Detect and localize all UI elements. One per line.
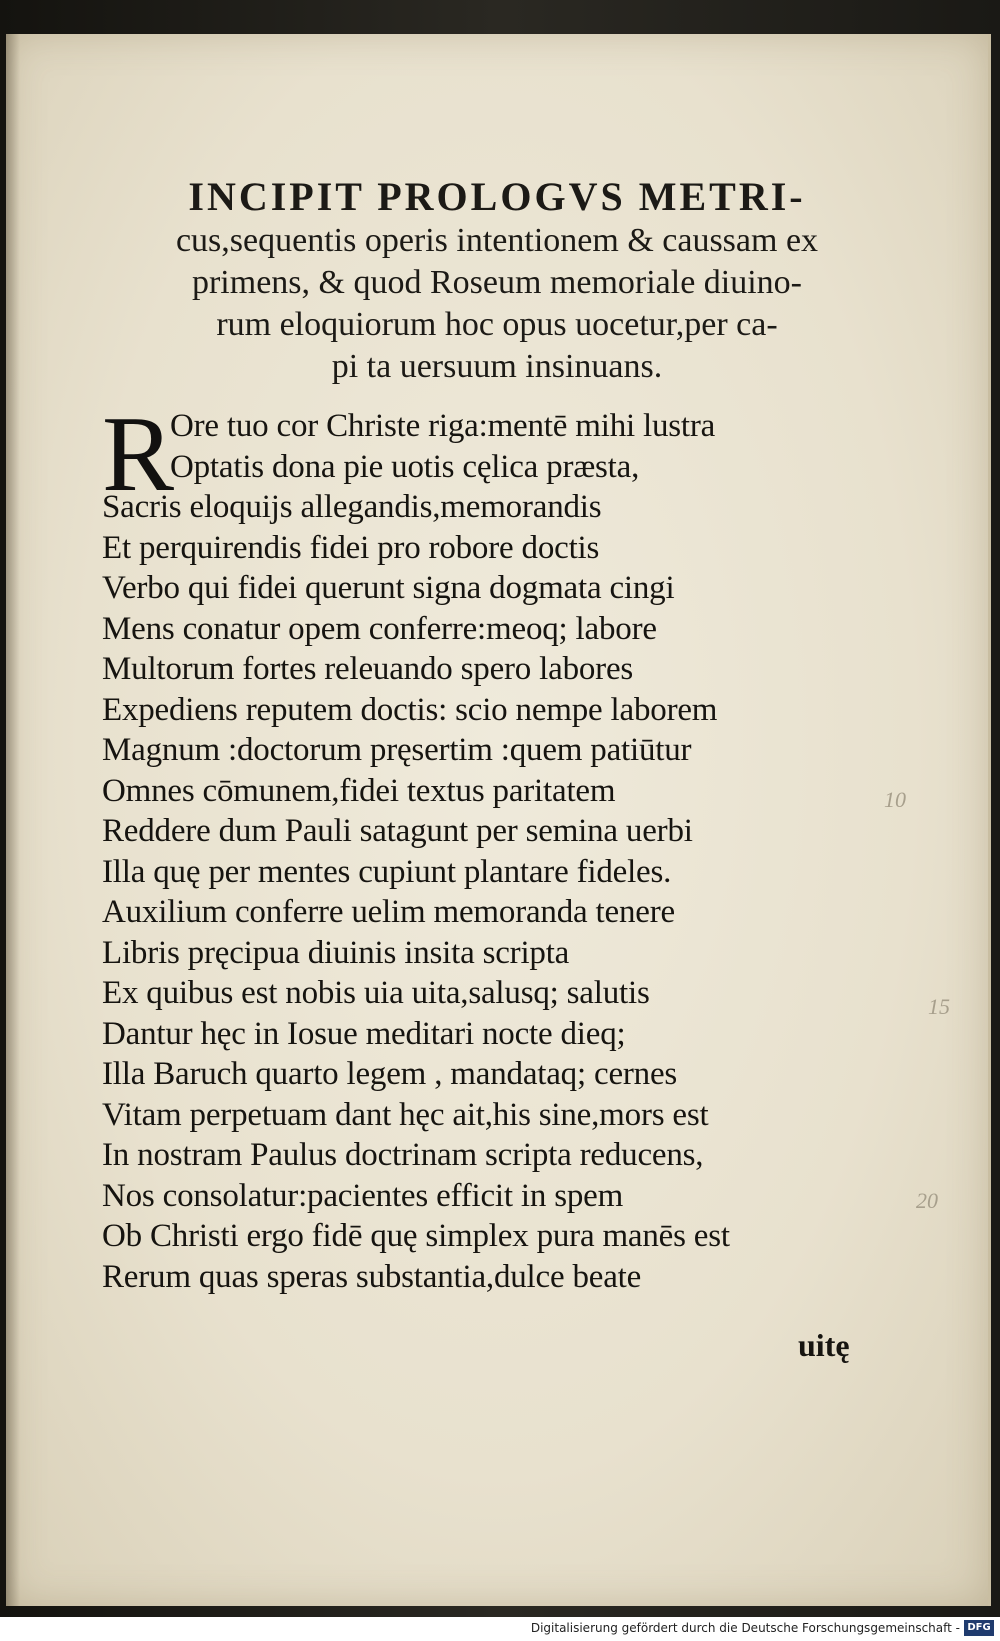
footer-strip <box>0 1617 1000 1641</box>
book-page <box>6 34 991 1606</box>
verse-line: Sacris eloquijs allegandis,memorandis <box>102 489 602 525</box>
verse-line: Magnum :doctorum pręsertim :quem patiūtur <box>102 732 692 768</box>
verse-line: In nostram Paulus doctrinam scripta reducens, <box>102 1137 704 1173</box>
verse-line: Ex quibus est nobis uia uita,salusq; salutis <box>102 975 650 1011</box>
funding-credit: Digitalisierung gefördert durch die Deutsche Forschungsgemeinschaft - <box>530 1621 960 1635</box>
verse-line: Ore tuo cor Christe riga:mentē mihi lustra <box>170 408 716 444</box>
catchword: uitę <box>798 1327 850 1363</box>
margin-line-number: 15 <box>928 994 950 1019</box>
margin-line-number: 10 <box>884 787 906 812</box>
verse-line: Et perquirendis fidei pro robore doctis <box>102 529 600 566</box>
verse-line: Optatis dona pie uotis cęlica præsta, <box>170 448 640 485</box>
verse-line: Ob Christi ergo fidē quę simplex pura manēs est <box>102 1218 730 1254</box>
verse-line: Nos consolatur:pacientes efficit in spem <box>102 1177 624 1214</box>
dfg-logo: DFG <box>964 1620 994 1636</box>
verse-line: Illa Baruch quarto legem , mandataq; cernes <box>102 1056 678 1092</box>
verse-line: Verbo qui fidei querunt signa dogmata cingi <box>102 570 675 606</box>
verse-line: Auxilium conferre uelim memoranda tenere <box>102 894 675 930</box>
margin-line-number: 20 <box>916 1188 938 1213</box>
heading-line: primens, & quod Roseum memoriale diuino- <box>191 264 803 301</box>
verse-line: Illa quę per mentes cupiunt plantare fideles. <box>102 853 672 890</box>
heading-line: rum eloquiorum hoc opus uocetur,per ca- <box>216 306 778 343</box>
verse-line: Reddere dum Pauli satagunt per semina uerbi <box>102 813 693 849</box>
verse-line: Libris pręcipua diuinis insita scripta <box>102 934 570 971</box>
verse-line: Multorum fortes releuando spero labores <box>102 651 634 687</box>
drop-cap-initial: R <box>102 395 175 514</box>
heading-line: pi ta uersuum insinuans. <box>331 348 663 385</box>
verse-line: Dantur hęc in Iosue meditari nocte dieq; <box>102 1015 626 1052</box>
verse-text <box>102 395 902 1297</box>
prologue-heading <box>6 174 988 388</box>
verse-line: Vitam perpetuam dant hęc ait,his sine,mors est <box>102 1096 709 1133</box>
verse-line: Expediens reputem doctis: scio nempe laborem <box>102 691 718 728</box>
verse-line: Omnes cōmunem,fidei textus paritatem <box>102 772 616 809</box>
verse-line: Rerum quas speras substantia,dulce beate <box>102 1258 642 1295</box>
heading-title: INCIPIT PROLOGVS METRI- <box>188 174 806 219</box>
verse-line: Mens conatur opem conferre:meoq; labore <box>102 610 657 647</box>
heading-line: cus,sequentis operis intentionem & caussam ex <box>175 222 819 259</box>
